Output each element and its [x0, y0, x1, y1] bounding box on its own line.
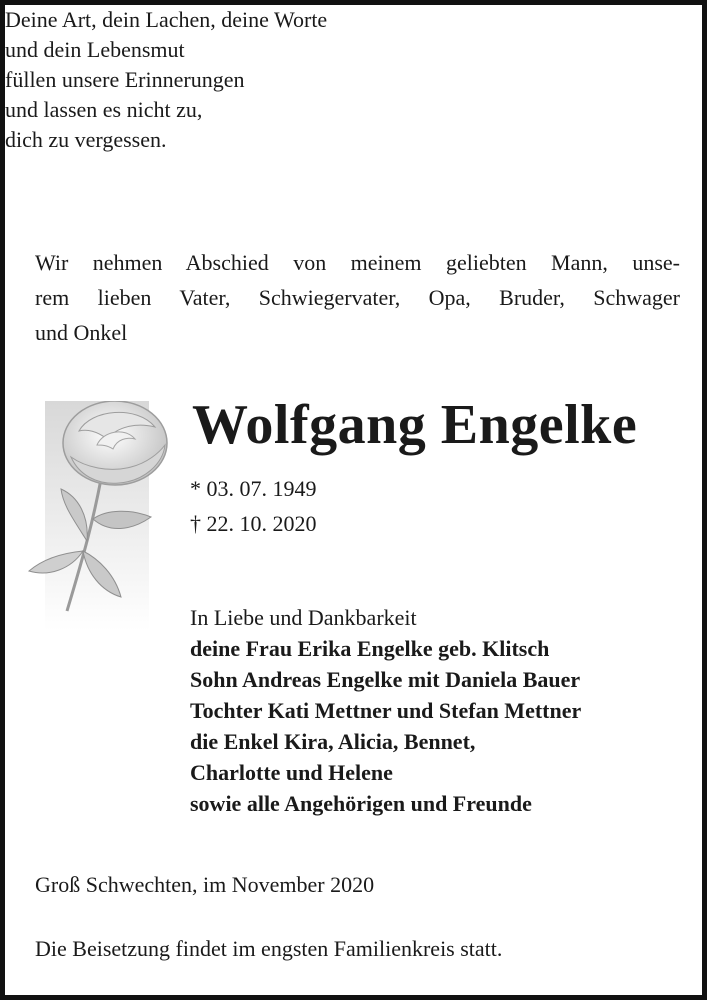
deceased-name: Wolfgang Engelke: [192, 394, 638, 456]
intro-line: und Onkel: [35, 320, 128, 345]
mourner-line: die Enkel Kira, Alicia, Bennet,: [190, 729, 476, 754]
verse-line: Deine Art, dein Lachen, deine Worte: [5, 7, 328, 32]
memorial-verse: [5, 5, 702, 155]
mourner-line: deine Frau Erika Engelke geb. Klitsch: [190, 636, 550, 661]
mourner-line: Sohn Andreas Engelke mit Daniela Bauer: [190, 667, 581, 692]
mourner-line: Charlotte und Helene: [190, 760, 393, 785]
verse-line: füllen unsere Erinnerungen: [5, 67, 245, 92]
verse-line: dich zu vergessen.: [5, 127, 167, 152]
verse-line: und dein Lebensmut: [5, 37, 185, 62]
intro-line: Wir nehmen Abschied von meinem geliebten Mann, unse-: [35, 250, 680, 275]
funeral-note: Die Beisetzung findet im engsten Familienkreis statt.: [35, 936, 503, 961]
mourner-line: Tochter Kati Mettner und Stefan Mettner: [190, 698, 582, 723]
mourner-line: sowie alle Angehörigen und Freunde: [190, 791, 532, 816]
farewell-intro: [35, 245, 680, 350]
verse-line: und lassen es nicht zu,: [5, 97, 203, 122]
death-date: † 22. 10. 2020: [190, 511, 317, 536]
mourners-list: [190, 602, 581, 819]
intro-line: rem lieben Vater, Schwiegervater, Opa, Bruder, Schwager: [35, 285, 680, 310]
mourners-heading: In Liebe und Dankbarkeit: [190, 605, 417, 630]
birth-date: * 03. 07. 1949: [190, 476, 317, 501]
place-and-date: Groß Schwechten, im November 2020: [35, 872, 375, 897]
life-dates: [190, 471, 317, 541]
rose-icon: [27, 401, 177, 631]
